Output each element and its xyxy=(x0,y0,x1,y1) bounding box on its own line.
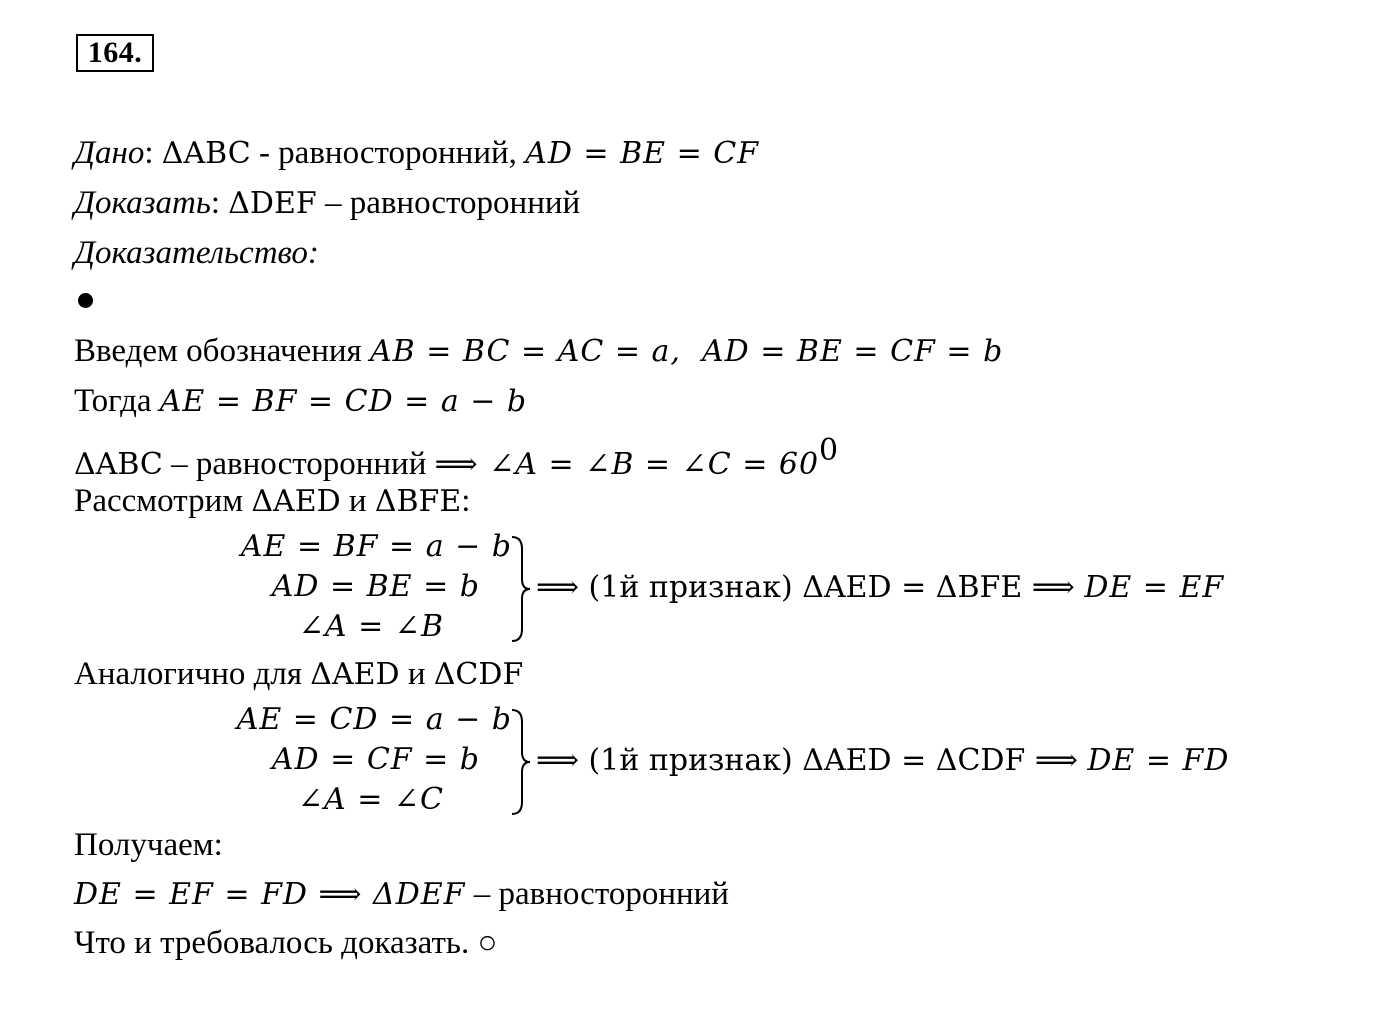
given-math-triangle: ΔABC xyxy=(161,136,251,171)
given-line xyxy=(74,133,759,174)
prove-label: Доказать xyxy=(74,185,211,221)
system1-brace-icon xyxy=(508,535,532,643)
notation-text: Введем обозначения xyxy=(74,333,370,369)
system2-arrow-2: ⟹ xyxy=(1025,743,1088,778)
equilateral-line xyxy=(74,431,838,485)
analog-math-2: ΔCDF xyxy=(433,657,524,692)
analog-math-1: ΔAED xyxy=(310,657,400,692)
notation-line xyxy=(74,331,1003,372)
system1-conclusion: DE = EF xyxy=(1084,570,1225,605)
then-line xyxy=(74,381,527,422)
equilateral-math-angles: ⟹ ∠A = ∠B = ∠C = 60 xyxy=(434,447,820,482)
equilateral-text: – равносторонний xyxy=(162,446,435,482)
given-math-equal: AD = BE = CF xyxy=(525,136,760,171)
problem-number: 164. xyxy=(76,34,154,72)
system2-result xyxy=(536,740,1229,781)
system2-row-3: ∠A = ∠C xyxy=(297,782,444,817)
prove-text: – равносторонний xyxy=(316,185,581,221)
final-math: DE = EF = FD ⟹ ΔDEF xyxy=(74,877,466,912)
consider-text-1: Рассмотрим xyxy=(74,483,252,519)
consider-math-1: ΔAED xyxy=(251,484,341,519)
system1-row-2: AD = BE = b xyxy=(271,569,480,604)
analog-text-1: Аналогично для xyxy=(74,656,311,692)
system1-row-3: ∠A = ∠B xyxy=(298,609,444,644)
consider-math-2: ΔBFE xyxy=(374,484,462,519)
system1-arrow-text: ⟹ (1й признак) xyxy=(536,570,803,605)
given-label: Дано xyxy=(74,135,145,171)
consider-line xyxy=(74,481,470,522)
bullet-icon xyxy=(78,293,93,308)
system1-math: ΔAED = ΔBFE xyxy=(802,570,1023,605)
equilateral-degree-sup: 0 xyxy=(819,433,839,468)
system2-arrow-text: ⟹ (1й признак) xyxy=(536,743,803,778)
consider-text-2: и xyxy=(340,483,375,519)
system2-rows xyxy=(220,700,512,820)
system2-row-2: AD = CF = b xyxy=(271,742,480,777)
given-text: - равносторонний, xyxy=(250,135,526,171)
then-math: AE = BF = CD = a − b xyxy=(159,384,528,419)
system1-rows xyxy=(220,527,512,647)
system2-row-1: AE = CD = a − b xyxy=(236,702,512,737)
system1-result xyxy=(536,567,1224,608)
final-line xyxy=(74,874,729,915)
system2-conclusion: DE = FD xyxy=(1087,743,1230,778)
proof-label: Доказательство: xyxy=(74,235,319,271)
given-colon: : xyxy=(144,135,154,171)
final-text: – равносторонний xyxy=(465,876,729,912)
equilateral-math-triangle: ΔABC xyxy=(74,447,163,482)
system2-brace-icon xyxy=(508,708,532,816)
system1-row-1: AE = BF = a − b xyxy=(240,529,512,564)
consider-text-3: : xyxy=(461,483,471,519)
get-line: Получаем: xyxy=(74,827,223,863)
then-text: Тогда xyxy=(74,383,160,419)
system2-math: ΔAED = ΔCDF xyxy=(802,743,1026,778)
prove-math-triangle: ΔDEF xyxy=(228,186,317,221)
notation-math: AB = BC = AC = a, AD = BE = CF = b xyxy=(370,334,1004,369)
system1-arrow-2: ⟹ xyxy=(1022,570,1085,605)
prove-colon: : xyxy=(210,185,221,221)
prove-line xyxy=(74,183,580,224)
analog-text-2: и xyxy=(399,656,434,692)
analog-line xyxy=(74,654,523,695)
qed-line: Что и требовалось доказать. ○ xyxy=(74,925,498,961)
